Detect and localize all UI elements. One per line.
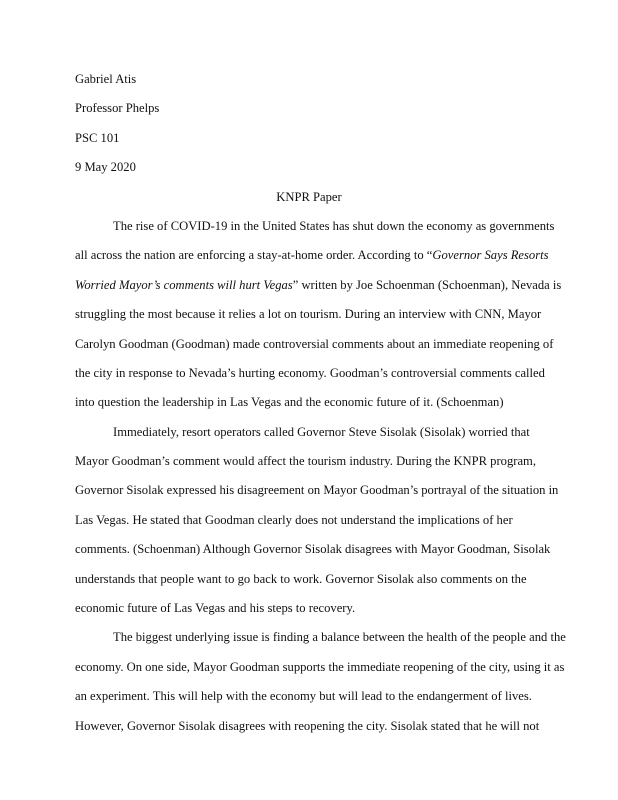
document-body [75, 65, 566, 741]
paragraph-line: the city in response to Nevada’s hurting economy. Goodman’s controversial comments called [75, 365, 545, 380]
paragraph-line: all across the nation are enforcing a stay-at-home order. According to “Governor Says Resorts [75, 248, 549, 263]
paragraph-line: However, Governor Sisolak disagrees with reopening the city. Sisolak stated that he will not [75, 718, 540, 733]
paragraph-line: Worried Mayor’s comments will hurt Vegas” written by Joe Schoenman (Schoenman), Nevada is [75, 277, 562, 292]
paragraph-line: economic future of Las Vegas and his steps to recovery. [75, 601, 356, 616]
paragraph-1 [75, 212, 562, 418]
article-title-part-1: Governor Says Resorts [432, 248, 549, 263]
paragraph-line: Immediately, resort operators called Governor Steve Sisolak (Sisolak) worried that [113, 424, 530, 439]
paragraph-line: Carolyn Goodman (Goodman) made controversial comments about an immediate reopening of [75, 336, 554, 351]
paragraph-line: an experiment. This will help with the economy but will lead to the endangerment of lives. [75, 689, 532, 704]
author-name: Gabriel Atis [75, 72, 137, 86]
paragraph-line: comments. (Schoenman) Although Governor Sisolak disagrees with Mayor Goodman, Sisolak [75, 542, 551, 557]
course-name: PSC 101 [75, 130, 120, 145]
paragraph-3 [75, 623, 566, 741]
professor-name: Professor Phelps [75, 101, 160, 116]
paragraph-line: struggling the most because it relies a lot on tourism. During an interview with CNN, Mayor [75, 307, 542, 322]
paragraph-line: Mayor Goodman’s comment would affect the tourism industry. During the KNPR program, [75, 454, 536, 469]
paragraph-line: The rise of COVID-19 in the United States has shut down the economy as governments [113, 218, 555, 233]
paper-title: KNPR Paper [276, 189, 342, 204]
paragraph-line: economy. On one side, Mayor Goodman supports the immediate reopening of the city, using it as [75, 659, 565, 674]
paragraph-2 [75, 418, 559, 624]
paragraph-line: The biggest underlying issue is finding a balance between the health of the people and the [113, 630, 566, 645]
paragraph-line: Governor Sisolak expressed his disagreement on Mayor Goodman’s portrayal of the situation in [75, 483, 559, 498]
paragraph-line: understands that people want to go back to work. Governor Sisolak also comments on the [75, 571, 527, 586]
paper-date: 9 May 2020 [75, 160, 136, 175]
paragraph-line: into question the leadership in Las Vegas and the economic future of it. (Schoenman) [75, 395, 504, 410]
paragraph-line: Las Vegas. He stated that Goodman clearly does not understand the implications of her [75, 512, 513, 527]
article-title-part-2: Worried Mayor’s comments will hurt Vegas [75, 277, 293, 292]
